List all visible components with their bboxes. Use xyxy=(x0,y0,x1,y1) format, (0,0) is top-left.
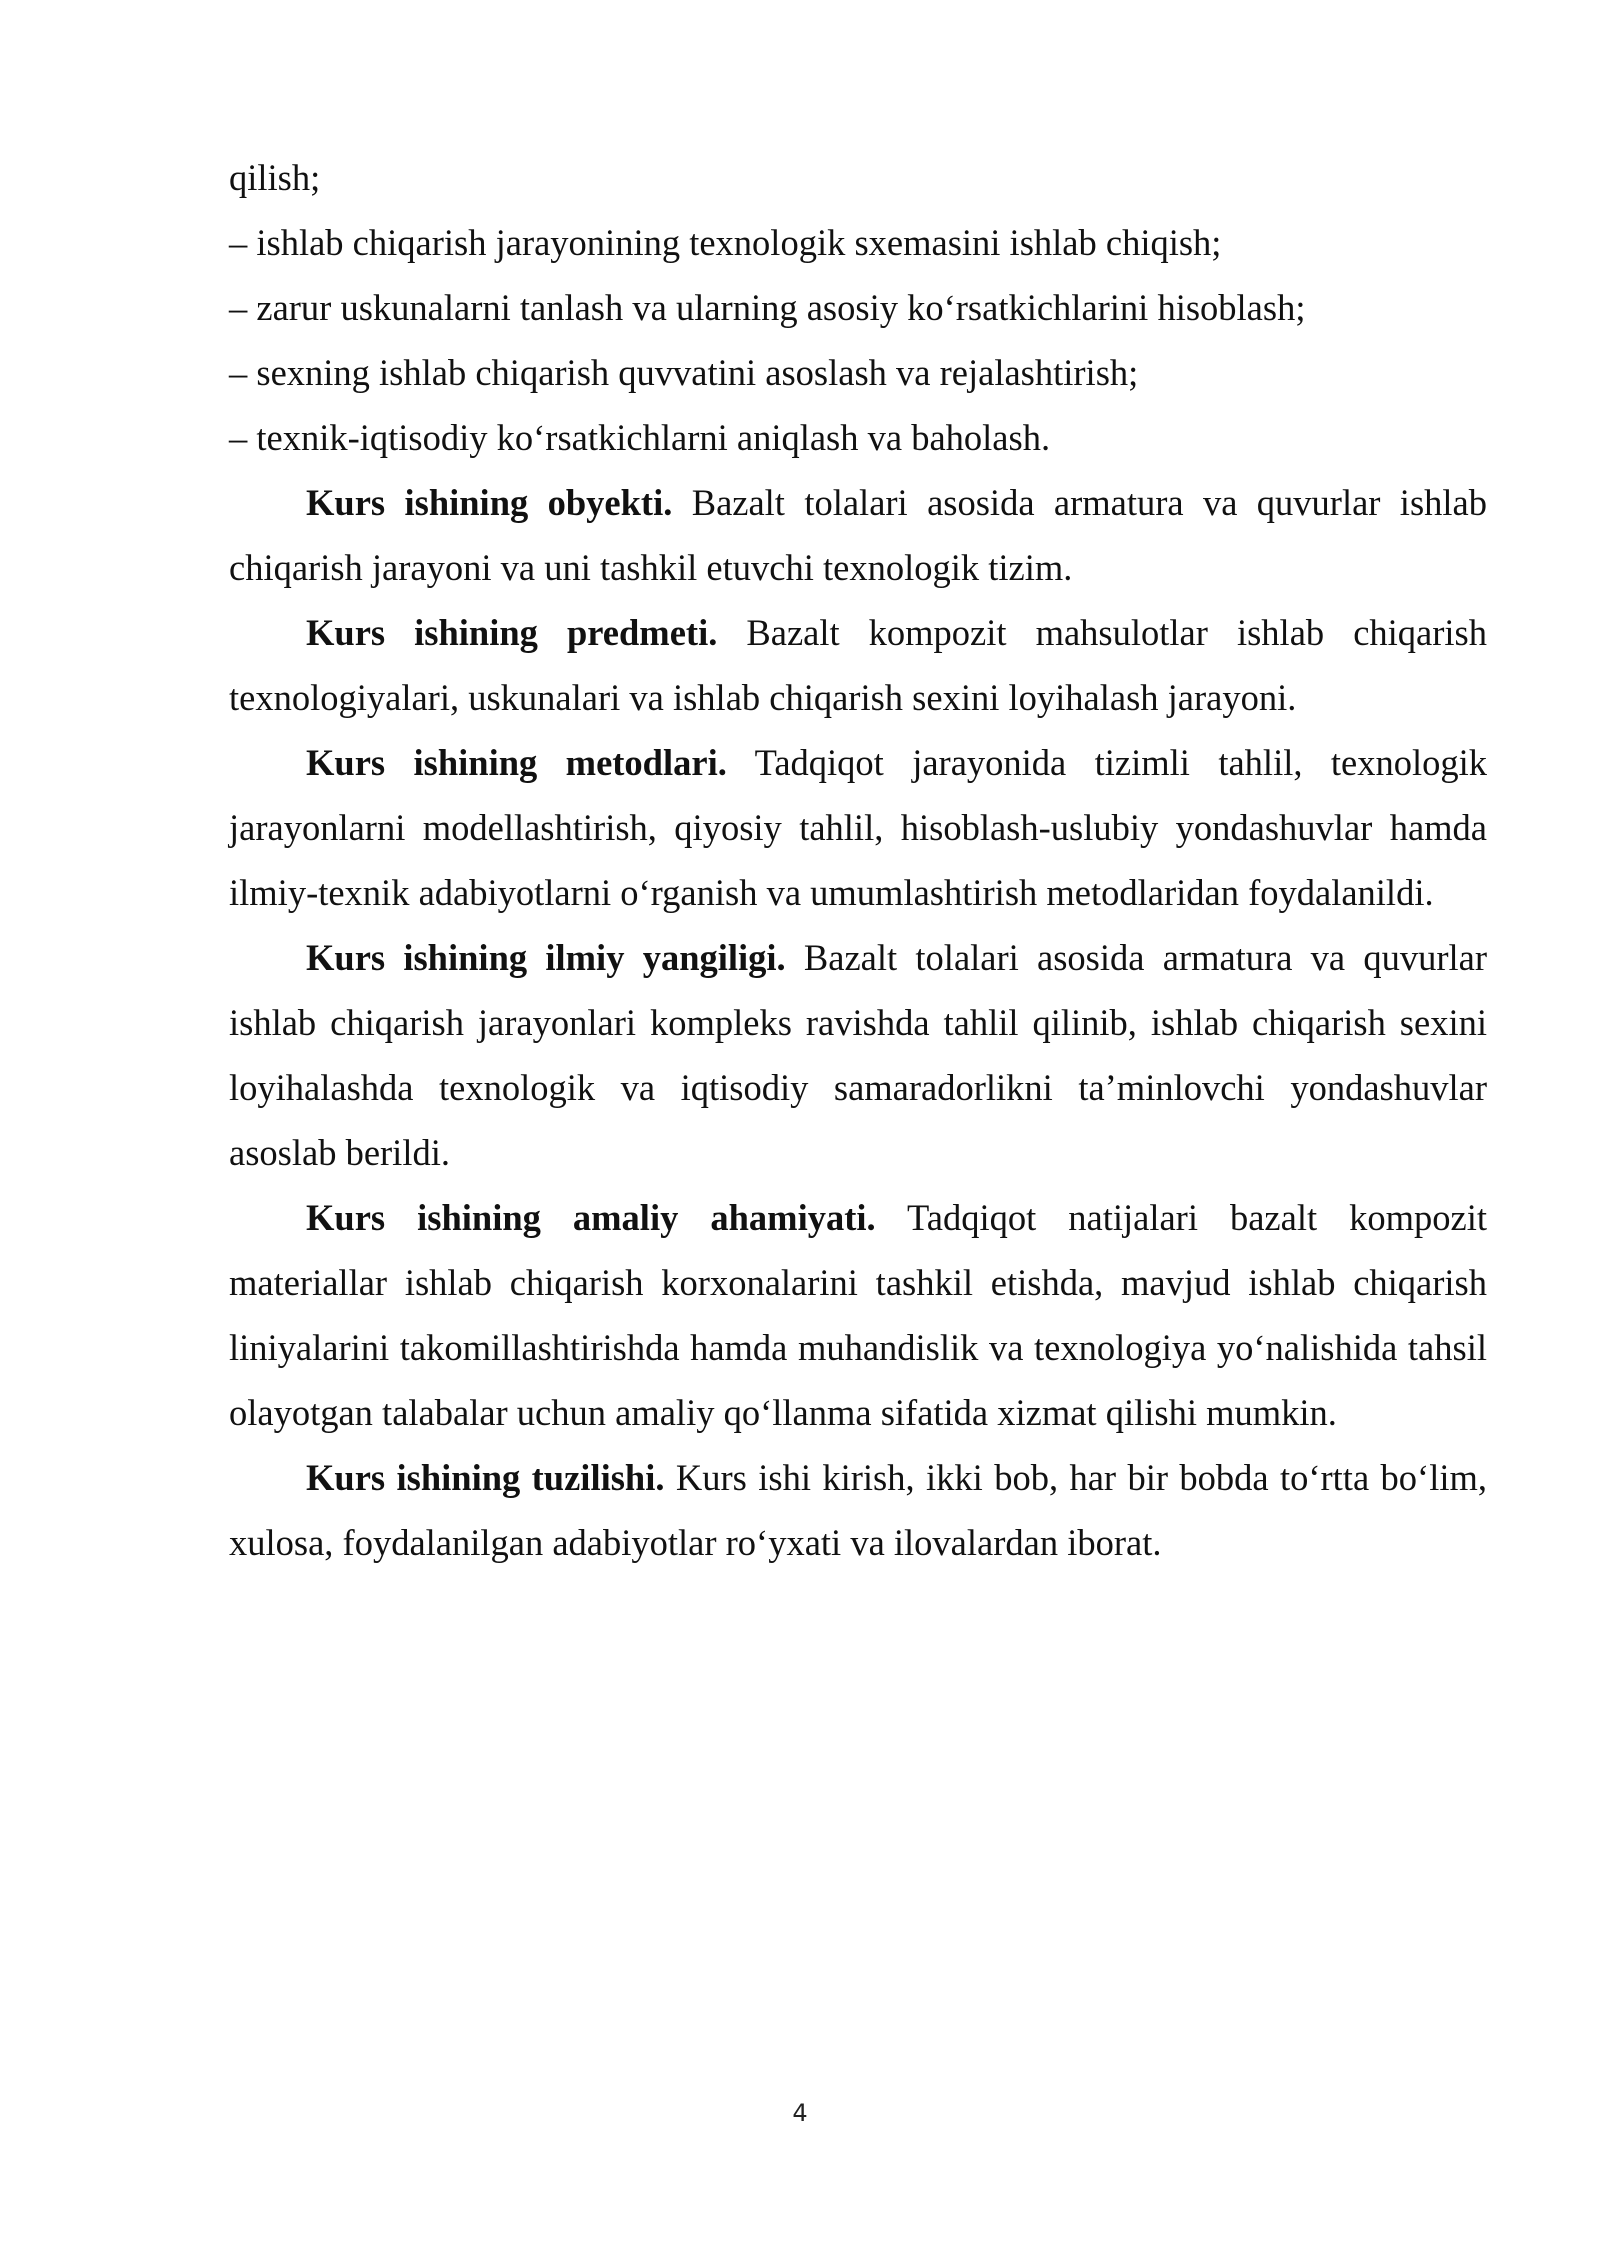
task-list-item: – texnik-iqtisodiy ko‘rsatkichlarni aniqlash va baholash. xyxy=(229,417,1051,458)
paragraph-text: Bazalt tolalari asosida armatura va quvurlar ishlab chiqarish jarayonlari kompleks ravishda tahlil qilinib, ishlab chiqarish sexini loyihalashda texnologik va iqtisodiy samaradorlikni ta’minlovchi yondashuvlar asoslab berildi. xyxy=(229,937,1488,1173)
paragraph-text: Bazalt tolalari asosida armatura va quvurlar ishlab chiqarish jarayoni va uni tashkil etuvchi texnologik tizim. xyxy=(229,482,1487,588)
paragraph-methods xyxy=(229,730,1487,925)
paragraph-text: Kurs ishi kirish, ikki bob, har bir bobda to‘rtta bo‘lim, xulosa, foydalanilgan adabiyotlar ro‘yxati va ilovalardan iborat. xyxy=(229,1457,1487,1563)
paragraph-heading: Kurs ishining amaliy ahamiyati. xyxy=(306,1197,876,1238)
paragraph-text: Bazalt kompozit mahsulotlar ishlab chiqarish texnologiyalari, uskunalari va ishlab chiqarish sexini loyihalash jarayoni. xyxy=(229,612,1487,718)
paragraph-heading: Kurs ishining ilmiy yangiligi. xyxy=(306,937,786,978)
task-list-item: – zarur uskunalarni tanlash va ularning asosiy ko‘rsatkichlarini hisoblash; xyxy=(229,287,1306,328)
paragraph-novelty xyxy=(229,925,1487,1185)
paragraph-object xyxy=(229,470,1487,600)
continuation-line: qilish; xyxy=(229,157,321,198)
task-list-item: – sexning ishlab chiqarish quvvatini asoslash va rejalashtirish; xyxy=(229,352,1139,393)
page-number: 4 xyxy=(792,2099,808,2127)
paragraph-practical-value xyxy=(229,1185,1487,1445)
task-list-item: – ishlab chiqarish jarayonining texnologik sxemasini ishlab chiqish; xyxy=(229,222,1222,263)
paragraph-text: Tadqiqot jarayonida tizimli tahlil, texnologik jarayonlarni modellashtirish, qiyosiy tahlil, hisoblash-uslubiy yondashuvlar hamda ilmiy-texnik adabiyotlarni o‘rganish va umumlashtirish metodlaridan foydalanildi. xyxy=(229,742,1487,913)
paragraph-text: Tadqiqot natijalari bazalt kompozit materiallar ishlab chiqarish korxonalarini tashkil etishda, mavjud ishlab chiqarish liniyalarini takomillashtirishda hamda muhandislik va texnologiya yo‘nalishida tahsil olayotgan talabalar uchun amaliy qo‘llanma sifatida xizmat qilishi mumkin. xyxy=(229,1197,1487,1433)
document-body xyxy=(229,145,1487,1575)
paragraph-heading: Kurs ishining tuzilishi. xyxy=(306,1457,665,1498)
paragraph-structure xyxy=(229,1445,1487,1575)
paragraph-heading: Kurs ishining obyekti. xyxy=(306,482,673,523)
paragraph-heading: Kurs ishining metodlari. xyxy=(306,742,727,783)
paragraph-heading: Kurs ishining predmeti. xyxy=(306,612,718,653)
paragraph-subject xyxy=(229,600,1487,730)
